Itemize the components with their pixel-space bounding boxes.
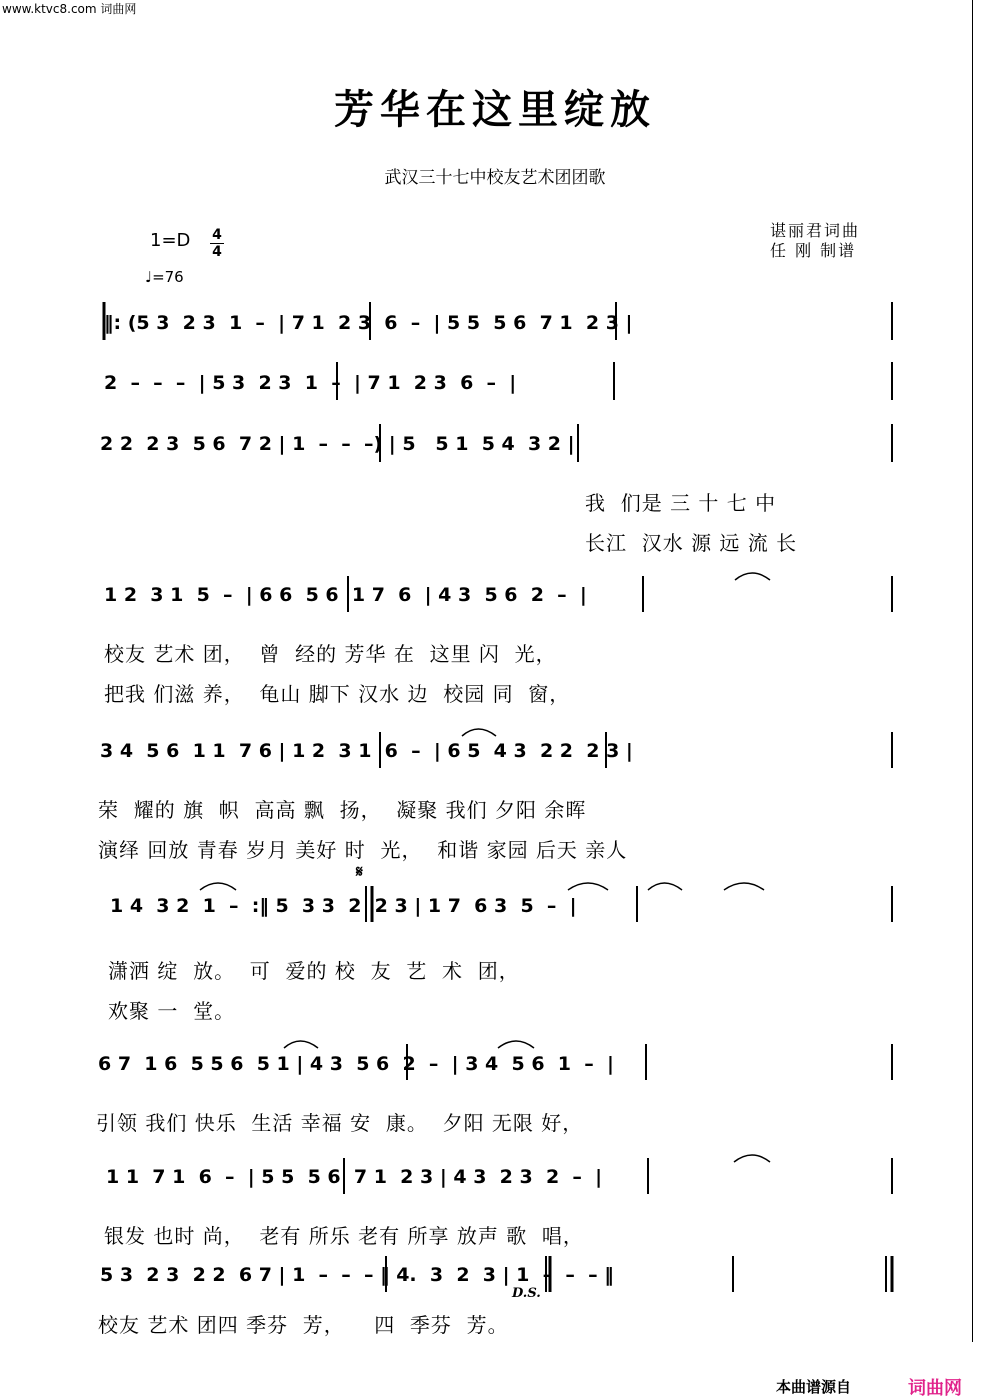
time-signature-top: 4 [212, 227, 222, 243]
notation-line-3: 2 2 2 3 5 6 7 2 | 1 – – –) | 5 5 1 5 4 3 2 | [100, 433, 575, 455]
lyric-6-verse-1: 银发 也时 尚， 老有 所乐 老有 所享 放声 歌 唱， [104, 1224, 584, 1248]
notation-line-5: 3 4 5 6 1 1 7 6 | 1 2 3 1 6 – | 6 5 4 3 2 2 2 3 | [100, 740, 633, 762]
lyric-5-verse-1: 引领 我们 快乐 生活 幸福 安 康。 夕阳 无限 好， [96, 1111, 584, 1135]
time-signature-bottom: 4 [212, 244, 222, 260]
lyric-3-verse-2: 演绎 回放 青春 岁月 美好 时 光， 和谐 家园 后天 亲人 [98, 838, 628, 862]
song-subtitle: 武汉三十七中校友艺术团团歌 [384, 168, 606, 188]
lyric-4-verse-1: 潇洒 绽 放。 可 爱的 校 友 艺 术 团， [108, 959, 520, 983]
segno-mark: 𝄋 [356, 862, 363, 881]
lyric-2-verse-1: 校友 艺术 团， 曾 经的 芳华 在 这里 闪 光， [104, 642, 557, 666]
notation-line-6: 1 4 3 2 1 – :‖ 5 3 3 2 2 3 | 1 7 6 3 5 – | [110, 895, 577, 917]
footer-logo[interactable]: 词曲网 [908, 1378, 962, 1399]
lyric-2-verse-2: 把我 们滋 养， 龟山 脚下 汉水 边 校园 同 窗， [104, 682, 571, 706]
key-signature: 1=D [150, 230, 191, 251]
tempo-marking: ♩=76 [145, 268, 184, 286]
lyric-1-verse-2: 长江 汉水 源 远 流 长 [585, 531, 798, 555]
notation-line-8: 1 1 7 1 6 – | 5 5 5 6 7 1 2 3 | 4 3 2 3 2 – | [106, 1166, 603, 1188]
notation-line-2: 2 – – – | 5 3 2 3 1 – | 7 1 2 3 6 – | [104, 372, 517, 394]
credit-lyrics-composer: 谌丽君词曲 [770, 221, 861, 240]
footer-source-label: 本曲谱源自 [776, 1378, 852, 1396]
lyric-3-verse-1: 荣 耀的 旗 帜 高高 飘 扬， 凝聚 我们 夕阳 余晖 [98, 798, 587, 822]
notation-line-1: ‖: (5 3 2 3 1 – | 7 1 2 3 6 – | 5 5 5 6 7 1 2 3 | [104, 312, 633, 334]
notation-line-9: 5 3 2 3 2 2 6 7 | 1 – – – ‖ 4. 3 2 3 | 1 – – – ‖ [100, 1264, 614, 1286]
lyric-1-verse-1: 我 们是 三 十 七 中 [585, 491, 777, 515]
ds-marking: D.S. [512, 1286, 541, 1301]
song-title: 芳华在这里绽放 [334, 86, 656, 133]
credit-transcriber: 任 刚 制谱 [770, 241, 857, 260]
lyric-7-verse-1: 校友 艺术 团四 季芬 芳， 四 季芬 芳。 [98, 1313, 509, 1337]
notation-line-7: 6 7 1 6 5 5 6 5 1 | 4 3 5 6 2 – | 3 4 5 6 1 – | [98, 1053, 614, 1075]
notation-line-4: 1 2 3 1 5 – | 6 6 5 6 1 7 6 | 4 3 5 6 2 – | [104, 584, 587, 606]
lyric-4-verse-2: 欢聚 一 堂。 [108, 999, 236, 1023]
site-label: www.ktvc8.com 词曲网 [2, 2, 137, 16]
